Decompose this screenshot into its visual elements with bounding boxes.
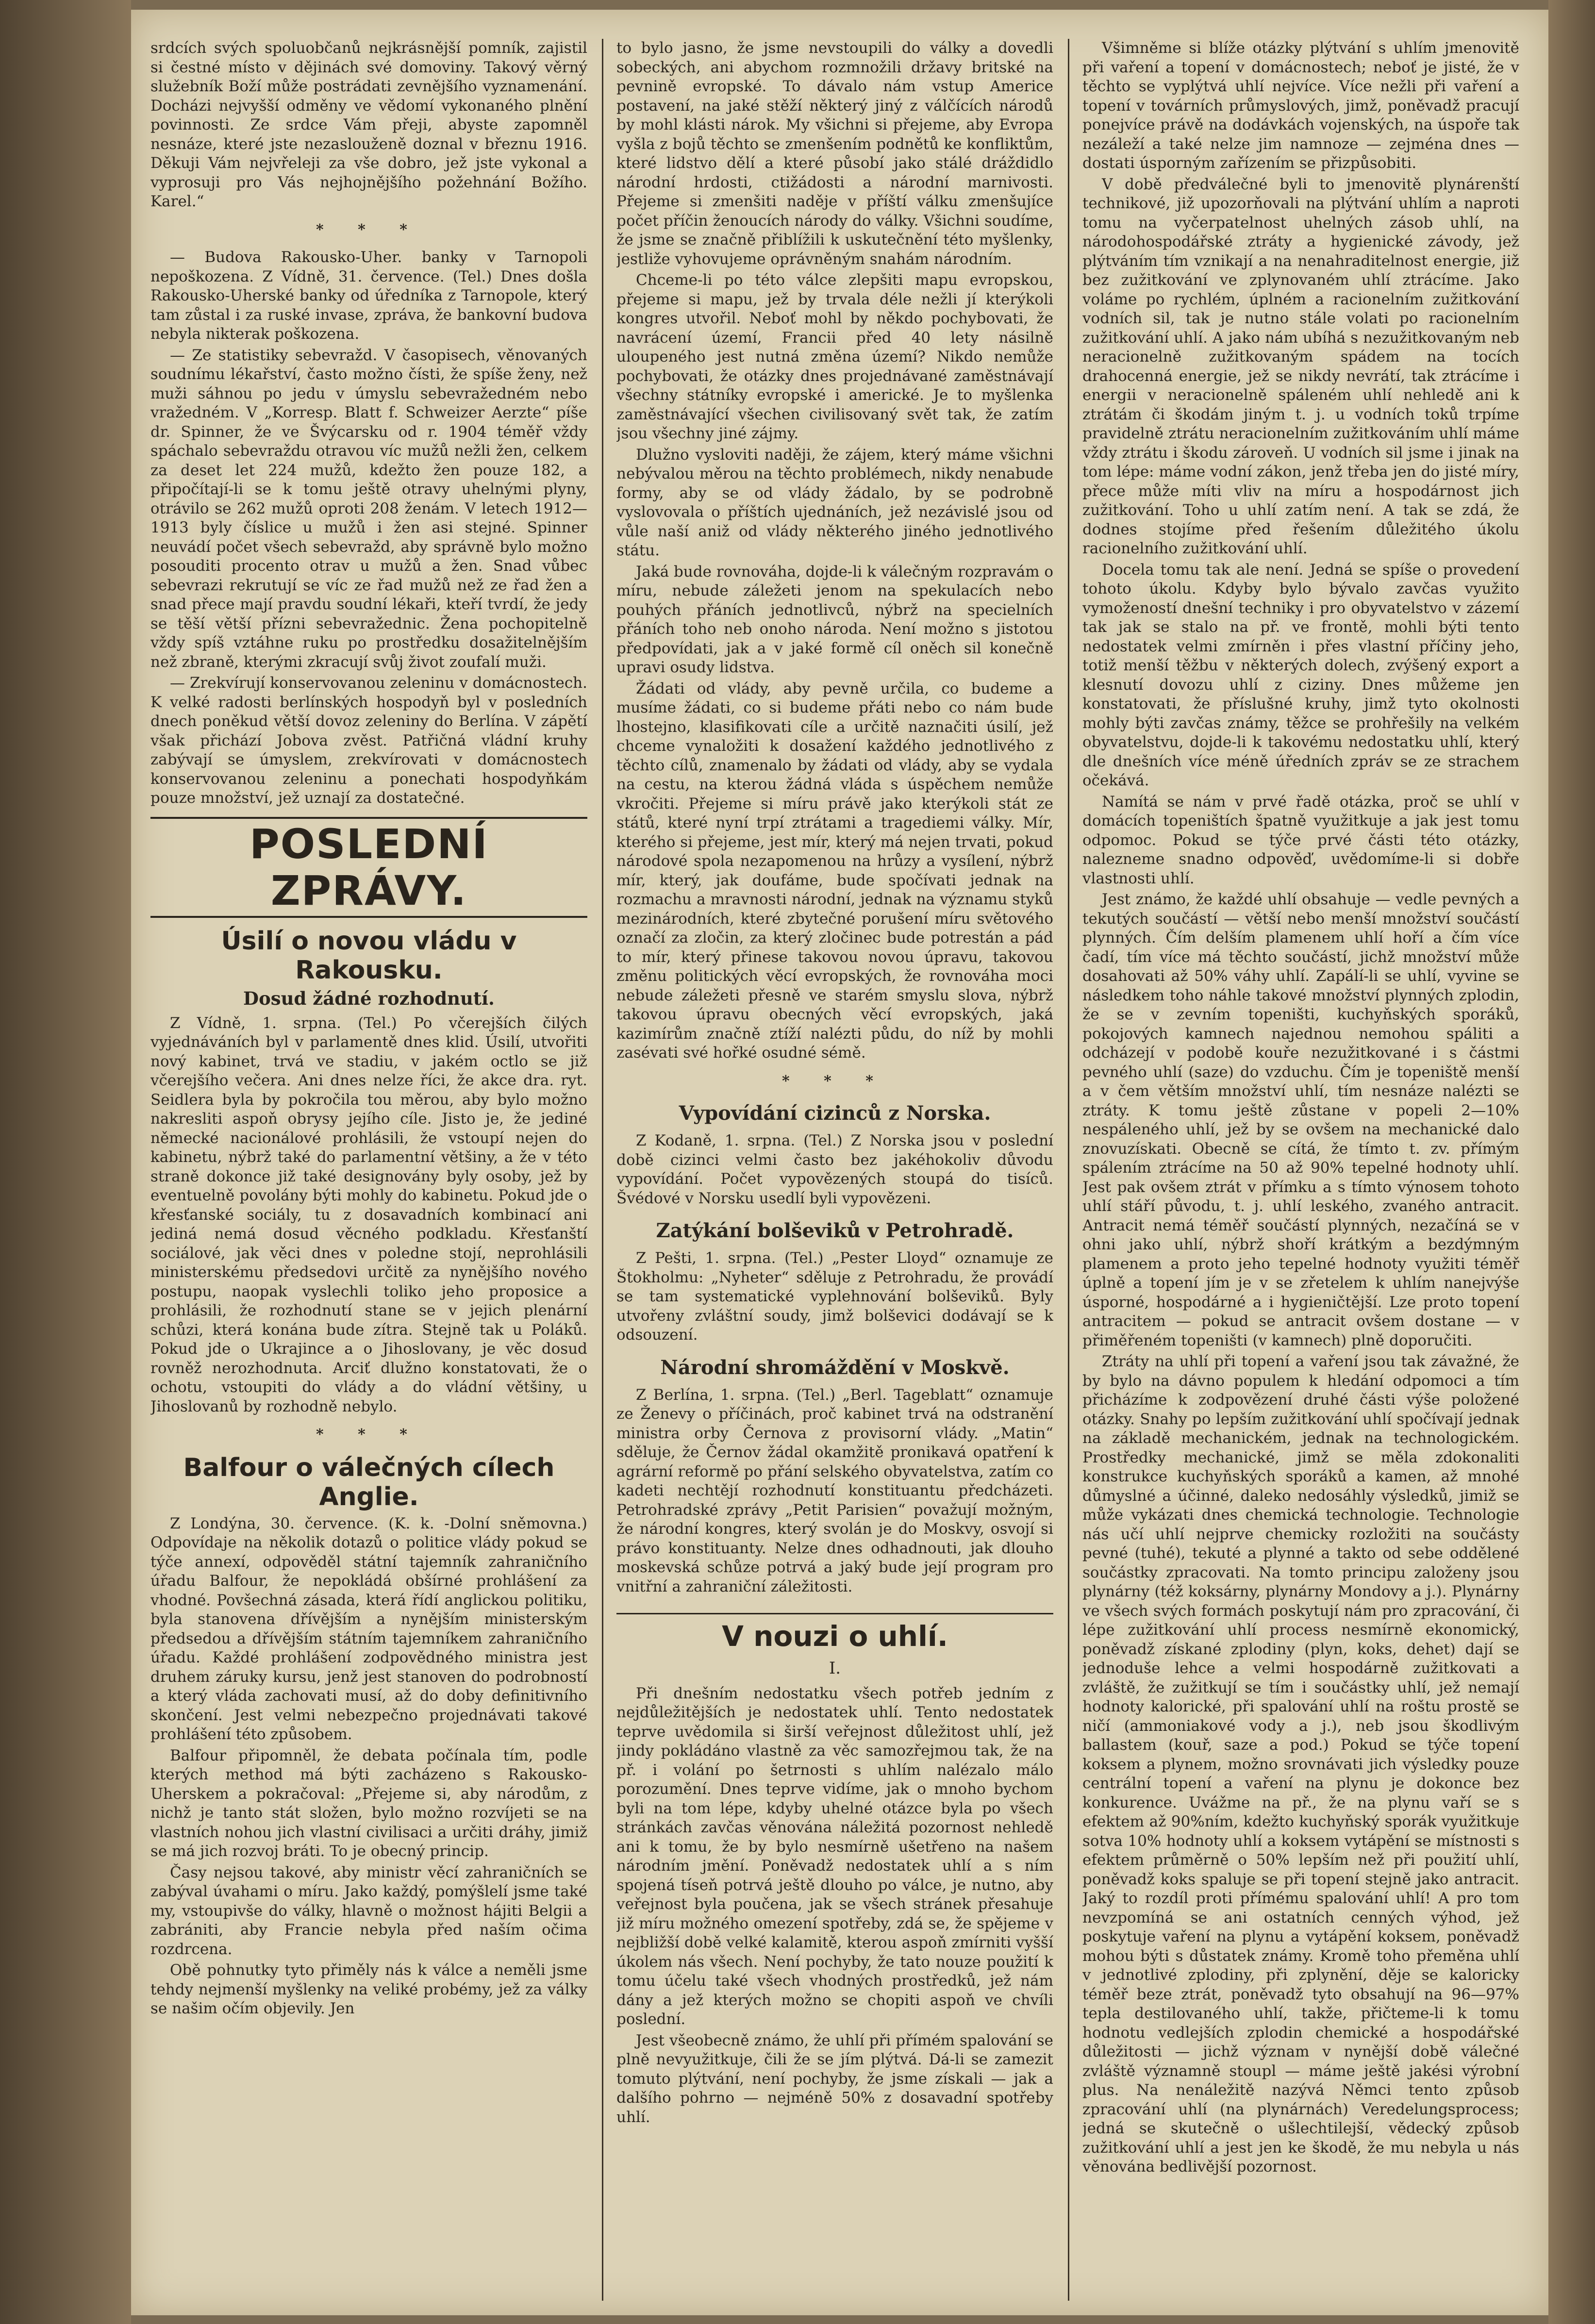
headline-balfour: Balfour o válečných cílech Anglie. bbox=[183, 1453, 555, 1511]
article-balfour-4: Obě pohnutky tyto přiměly nás k válce a neměli jsme tehdy nejmenší myšlenky na veliké probémy, jež za války se našim očím objevily. Jen bbox=[150, 1961, 587, 2017]
headline-petrograd: Zatýkání bolševiků v Petrohradě. bbox=[656, 1219, 1014, 1242]
newspaper-page bbox=[131, 10, 1548, 2315]
article-balfour-peace: Žádati od vlády, aby pevně určila, co budeme a musíme žádati, co si budeme přáti nebo co nám bude lhostejno, klasifikovati cíle a určitě naznačiti úsilí, jež chceme vynaložiti k dosažení každého jednotlivého z těchto cílů, znamenalo by žádati od vlády, aby se vydala na cestu, na kterou žádná vláda s úspěchem nemůže vkročiti. Přejeme si míru právě jako kterýkoli stát ze států, které nyní trpí ztrátami a tragediemi války. Mír, kterého si přejeme, jest mír, který má nejen trvati, pokud národové spola nezapomenou na hrůzy a vysílení, nýbrž mír, který, jak doufáme, bude spočívati jednak na rozmachu a mravnosti národní, jednak na významu styků mezinárodních, které zbytečné porušení míru světového označí za zločin, za který zločinec bude potrestán a pád to mír, který přinese takovou novou úpravu, takovou změnu politických věcí evropských, že rovnováha moci nebude záležeti přesně ve starém smyslu slova, nýbrž takovou úpravu obecných věcí evropských, jaká kazimírům značně ztíží nalézti půdu, do níž by mohli zasévati své hořké osudné sémě. bbox=[616, 680, 1053, 1062]
column-rule-1 bbox=[602, 39, 603, 2301]
article-coal-3: Všimněme si blíže otázky plýtvání s uhlím jmenovitě při vaření a topení v domácnostech; neboť je jisté, že v těchto se vyplýtvá uhlí nejvíce. Více nežli při vaření a topení v továrních průmyslových, jimž, poněvadž pracují ponejvíce právě na dodávkách vojenských, na úspoře tak nezáleží a také nelze jim namnoze — zejména dnes — dostati úsporným zařízením se přizpůsobiti. bbox=[1082, 39, 1519, 172]
news-item-vegetables: — Zrekvírují konservovanou zeleninu v domácnostech. K velké radosti berlínských hospodyň byl v posledních dnech poněkud větší dovoz zeleniny do Berlína. V zápětí však přichází Jobova zvěst. Patřičná vládní kruhy zabývají se úmyslem, zrekvírovati v domácnostech konservovanou zeleninu a ponechati hospodyňkám pouze množství, jež uznají za dostatečné. bbox=[150, 674, 587, 807]
article-balfour-map: Chceme-li po této válce zlepšiti mapu evropskou, přejeme si mapu, jež by trvala déle nežli jí kterýkoli kongres utvořil. Neboť mohl by někdo pochybovati, že navrácení území, Francii před 40 lety násilně uloupeného jest nutná změna území? Nikdo nemůže pochybovati, že otázky dnes projednávané zaměstnávají všechny státníky evropské i americké. Je to myšlenka zaměstnávající všechen civilisovaný svět tak, že zatím jsou všechny jiné zájmy. bbox=[616, 271, 1053, 442]
article-coal-6: Namítá se nám v prvé řadě otázka, proč se uhlí v domácích topeništích špatně využitkuje a jak jest tomu odpomoc. Pokud se týče prvé části této otázky, nalezneme snadno odpověď, uvědomíme-li si dobře vlastnosti uhlí. bbox=[1082, 793, 1519, 887]
article-balfour-3: Časy nejsou takové, aby ministr věcí zahraničních se zabýval úvahami o míru. Jako každý, pomýšlelí jsme také my, vstoupivše do války, hlavně o možnost hájiti Belgii a zabrániti, aby Francie nebyla před naším očima rozdrcena. bbox=[150, 1863, 587, 1958]
section-masthead: POSLEDNÍ ZPRÁVY. bbox=[150, 817, 587, 918]
article-austria-government: Z Vídně, 1. srpna. (Tel.) Po včerejších čilých vyjednáváních byl v parlamentě dnes klid. Úsilí, utvořiti nový kabinet, trvá ve stadiu, v jakém octlo se již včerejšího večera. Ani dnes nelze říci, že akce dra. ryt. Seidlera byla by pokročila tou měrou, aby bylo možno nakresliti aspoň obrysy jejího cíle. Jisto je, že jediné německé nacionálové prohlásili, že vstoupí nejen do kabinetu, nýbrž také do parlamentní většiny, a že v této straně dokonce již také designovány byly osoby, jež by eventuelně povolány býti mohly do kabinetu. Pokud jde o křesťanské sociály, tu z dosavadních kombinací ani jediná nemá dosud věcného podkladu. Křesťanští sociálové, jak věci dnes v poledne stojí, neprohlásili ministerskému předsedovi určitě za nynějšího nového postupu, naopak vyslechli toliko jeho proposice a prohlásili, že rozhodnutí stane se v jejich plenární schůzi, která konána bude zítra. Stejně tak u Poláků. Pokud jde o Ukrajince a o Jihoslovany, je věc dosud rovněž nerozhodnuta. Arciť dlužno konstatovati, že o ochotu, vstoupiti do vlády a do vládní většiny, u Jihoslovanů by rozhodně nebylo. bbox=[150, 1014, 587, 1415]
column-3 bbox=[1082, 39, 1519, 2301]
news-item-suicide-statistics: — Ze statistiky sebevražd. V časopisech, věnovaných soudnímu lékařství, často možno čísti, že spíše ženy, než muži sáhnou po jedu v úmyslu sebevražedném nebo vražedném. V „Korresp. Blatt f. Schweizer Aerzte“ píše dr. Spinner, že ve Švýcarsku od r. 1904 téměř vždy spáchalo sebevraždu otravou víc mužů nežli žen, celkem za deset let 224 mužů, kdežto žen pouze 182, a připočítají-li se k tomu ještě otravy uhelnými plyny, otrávilo se 262 mužů oproti 208 ženám. V letech 1912—1913 byly číslice u mužů i žen asi stejné. Spinner neuvádí počet všech sebevražd, aby správně bylo možno posouditi procento otrav u mužů a žen. Snad vůbec sebevrazi rekrutují se víc ze řad mužů než ze řad žen a snad přece mají pravdu soudní lékaři, kteří tvrdí, že jedy se těší větší přízni sebevražednic. Žena pochopitelně vždy spíš vztáhne ruku po prostředku dosažitelnějším než zbraně, kterými zkracují svůj život zoufalí muži. bbox=[150, 346, 587, 671]
article-coal-2: Jest všeobecně známo, že uhlí při přímém spalování se plně nevyužitkuje, čili že se jím plýtvá. Dá-li se zamezit tomuto plýtvání, není pochyby, že jsme získali — jak a dalšího pohrno — nejméně 50% z dosavadní spotřeby uhlí. bbox=[616, 2031, 1053, 2126]
article-balfour-1: Z Londýna, 30. července. (K. k. -Dolní sněmovna.) Odpovídaje na několik dotazů o politice vlády pokud se týče annexí, odpověděl státní tajemník zahraničního úřadu Balfour, že nepokládá obšírné prohlášení za vhodné. Povšechná zásada, která řídí anglickou politiku, byla stanovena dřívějším a nynějším ministerským předsedou a dřívějším státním tajemníkem zahraničního úřadu. Každé prohlášení zodpovědného ministra jest druhem záruky kursu, jenž jest stanoven do podrobností a který vláda zachovati musí, až do doby definitivního skončení. Jest velmi nebezpečno projednávati takové prohlášení této způsobem. bbox=[150, 1514, 587, 1743]
section-separator: * * * bbox=[316, 221, 422, 238]
article-balfour-2: Balfour připomněl, že debata počínala tím, podle kterých method má býti zacházeno s Rakousko-Uherskem a pokračoval: „Přejeme si, aby národům, z nichž je tanto stát složen, bylo možno rozvíjeti se na vlastních nohou jich vlastní civilisaci a určiti dráhy, jimiž se má jich rozvoj bráti. To je obecný princip. bbox=[150, 1746, 587, 1860]
feature-part-number: I. bbox=[829, 1659, 841, 1678]
article-balfour-hope: Dlužno vysloviti naději, že zájem, který máme všichni nebývalou měrou na těchto problémech, nikdy nenabude formy, aby se od vlády žádalo, by se podrobně vyslovovala o příštích ujednáních, jež nezávislé jsou od vůle naší aniž od vlády některého jiného jednotlivého státu. bbox=[616, 446, 1053, 559]
article-coal-5: Docela tomu tak ale není. Jedná se spíše o provedení tohoto úkolu. Kdyby bylo bývalo zavčas využito vymožeností dnešní techniky i pro obyvatelstvo v zázemí tak jak se stalo na př. ve frontě, mohli býti tento nedostatek velmi zmírněn i přes vlastní příčiny jeho, totiž menší těžbu v některých dolech, zvýšený export a klesnutí dovozu uhlí z ciziny. Dnes můžeme jen konstatovati, že příslušné kruhy, jimž tyto okolnosti mohly býti zavčas známy, těžce se prohřešily na velkém obyvatelstvu, dojde-li k takovému nedostatku uhlí, který dle dnešních více méně úředních zpráv se ze strachem očekává. bbox=[1082, 561, 1519, 789]
headline-coal-feature: V nouzi o uhlí. bbox=[616, 1613, 1053, 1652]
article-balfour-continuation: to bylo jasno, že jsme nevstoupili do války a dovedli sobeckých, ani abychom rozmnožili državy britské na pevnině evropské. To dávalo nám vstup Americe postavení, na jaké stěží některý jiný z válčících národů by mohl klásti nárok. My všichni si přejeme, aby Evropa vyšla z bojů těchto se zmenšením podnětů ke konfliktům, které lidstvo dělí a které působí jako stálé dráždidlo národní hrdosti, ctižádosti a národní marnivosti. Přejeme si zmenšiti naděje v příští válku zmenšujíce počet příčin ženoucích národy do války. Všichni soudíme, že jsme se značně přiblížili k uskutečnění této myšlenky, jestliže vyhovujeme oprávněným snahám národním. bbox=[616, 39, 1053, 268]
section-separator: * * * bbox=[782, 1072, 888, 1090]
article-coal-1: Při dnešním nedostatku všech potřeb jedním z nejdůležitějších je nedostatek uhlí. Tento nedostatek teprve uvědomila si širší veřejnost důležitost uhlí, jež jindy pokládáno vlastně za věc samozřejmou tak, že na př. i volání po šetrnosti s uhlím nalézalo málo porozumění. Dnes teprve vidíme, jak o mnoho bychom byli na tom lépe, kdyby uhelné otázce byla po všech stránkách zavčas věnována náležitá pozornost nehledě ani k tomu, že by bylo nesmírně ušetřeno na našem národním jmění. Poněvadž nedostatek uhlí a s ním spojená tíseň potrvá ještě dlouho po válce, je nutno, aby veřejnost byla poučena, jak se všech stránek přesahuje již míru možného omezení spotřeby, zdá se, že spějeme v nejbližší době velké kalamitě, kterou aspoň zmírniti vyšší úkolem nás všech. Není pochyby, že tato nouze použití k tomu účelu také všech vhodných prostředků, jež nám dány a jež kterých možno se chopiti aspoň ve chvíli poslední. bbox=[616, 1684, 1053, 2028]
column-rule-2 bbox=[1068, 39, 1069, 2301]
article-petrograd: Z Pešti, 1. srpna. (Tel.) „Pester Lloyd“ oznamuje ze Štokholmu: „Nyheter“ sděluje z Petrohradu, že provádí se tam systematické vyplehnování bolševiků. Byly utvořeny zvláštní soudy, jimž bolševici dodávají se k odsouzení. bbox=[616, 1249, 1053, 1344]
article-coal-4: V době předválečné byli to jmenovitě plynárenští technikové, již upozorňovali na plýtvání uhlím a naproti tomu na vyčerpatelnost uhelných zásob uhlí, na národohospodářské ztráty a hygienické závody, jež plýtváním tím vznikají a na nenahraditelnost energie, již bez zužitkování ve zplynovaném uhlí ztrácíme. Jako voláme po rychlém, úplném a racionelním zužitkování vodních sil, tak je nutno stále volati po racionelním zužitkování uhlí. A jako nám ubíhá s nezužitkovaným neb neracionelně zužitkovaným spádem na tocích drahocenná energie, jež se nikdy nevrátí, tak ztrácíme i energii v neracionelně spáleném uhlí nehledě ani k ztrátám či škodám jiným t. j. u vodních toků trpíme pravidelně ztrátu neracionelním zužitkováním uhlí máme vždy ztrátu i škodu zároveň. U vodních sil jsme i jinak na tom lépe: máme vodní zákon, jenž třeba jen do jisté míry, přece může míti vliv na míru a hospodárnost jich zužitkování. Toho u uhlí zatím není. A tak se zdá, že dodnes stojíme před řešením důležitého úkolu racionelního zužitkování uhlí. bbox=[1082, 175, 1519, 557]
article-norway: Z Kodaně, 1. srpna. (Tel.) Z Norska jsou v poslední době cizinci velmi často bez jakéhokoliv důvodu vypovídání. Počet vypovězených stoupá do tisíců. Švédové v Norsku usedlí byli vypovězeni. bbox=[616, 1132, 1053, 1207]
article-continuation: srdcích svých spoluobčanů nejkrásnější pomník, zajistil si čestné místo v dějinách své domoviny. Takový věrný služebník Boží může postrádati zevnějšího vyznamenání. Docházi nejvyšší odměny ve vědomí vykonaného plnění povinnosti. Ze srdce Vám přeji, abyste zapomněl nesnáze, které jste nezaslouženě doznal v březnu 1916. Děkuji Vám nejvřeleji za vše dobro, jež jste vykonal a vyprosuji pro Vás nejhojnějšího požehnání Božího. Karel.“ bbox=[150, 39, 587, 210]
column-2 bbox=[616, 39, 1053, 2301]
scan-right-background bbox=[1548, 0, 1595, 2324]
article-coal-7: Jest známo, že každé uhlí obsahuje — vedle pevných a tekutých součástí — větší nebo menší množství součástí plynných. Čím delším plamenem uhlí hoří a čím více čadí, tím více má těchto součástí, jichž množství může dosahovati až 50% váhy uhlí. Zapálí-li se uhlí, vyvine se následkem toho náhle takové množství plynných zplodin, že se v zevním topeništi, kuchyňských sporáků, pokojových kamnech najednou nemohou spáliti a odcházejí v podobě kouře nezužitkované i s částmi pevného uhlí (saze) do vzduchu. Čím je topeniště menší a v čem větším množství uhlí, tím nesnáze nalézti se ztráty. K tomu ještě zůstane v popeli 2—10% nespáleného uhlí, jež by se ovšem na mechanické dalo znovuzískati. Obecně se cítá, že tímto t. zv. přímým spálením ztrácíme na 50 až 90% tepelné hodnoty uhlí. Jest pak ovšem ztrát v přímku a s tímto výnosem tohoto uhlí stáří původu, t. j. uhlí leského, zvaného antracit. Antracit nemá téměř součástí plynných, nezačíná se v ohni jako uhlí, nýbrž shoří krátkým a bezdýmným plamenem a proto jeho tepelné hodnoty využiti téměř úplně a topení jím je v se zřetelem k uhlím nanejvýše úsporné, hospodárné a i hygieničtější. Lze proto topení antracitem — pokud se antracit ovšem dostane — v přiměřeném topeništi (v kamnech) plně doporučiti. bbox=[1082, 891, 1519, 1349]
scan-left-background bbox=[0, 0, 131, 2324]
column-1 bbox=[150, 39, 587, 2301]
news-item-bank: — Budova Rakousko-Uher. banky v Tarnopoli nepoškozena. Z Vídně, 31. července. (Tel.) Dnes došla Rakousko-Uherské banky od úředníka z Tarnopole, který tam zůstal i za ruské invase, zpráva, že bankovní budova nebyla nikterak poškozena. bbox=[150, 249, 587, 343]
headline-austria-government: Úsilí o novou vládu v Rakousku. bbox=[221, 926, 517, 985]
article-coal-8: Ztráty na uhlí při topení a vaření jsou tak závažné, že by bylo na dávno populem k hledání odpomoci a tím přicházíme k zodpovězení druhé části výše položené otázky. Snahy po lepším zužitkování uhlí spočívají jednak na základě mechanickém, jednak na technologickém. Prostředky mechanické, jimž se měla zdokonaliti konstrukce kuchyňských sporáků a kamen, až mnohé důmyslné a účinné, daleko nedosáhly výsledků, jimiž se může vykázati dnes chemická technologie. Technologie nás učí uhlí nejprve chemicky rozložiti na součásty pevné (tuhé), tekuté a plynné a takto od sebe oddělené součástky zpracovati. Na tomto principu založeny jsou plynárny (též koksárny, plynárny Mondovy a j.). Plynárny ve všech svých formách poskytují nám pro zpracování, či lépe zužitkování uhlí process nesmírně ekonomický, poněvadž získané zplodiny (plyn, koks, dehet) dají se jednoduše lehce a velmi hospodárně zužitkovati a zvláště, že zužitkují se tím i součástky uhlí, jež nemají hodnoty kalorické, při spalování uhlí na roštu prostě se ničí (ammoniakové vody a j.), neb jsou škodlivým ballastem (kouř, saze a pod.) Pokud se týče topení koksem a plynem, možno srovnávati jich výsledky pouze centrální topení a vaření na plynu je dokonce bez konkurence. Uvážme na př., že na plynu vaří se s efektem až 90%ním, kdežto kuchyňský sporák využitkuje sotva 10% hodnoty uhlí a koksem vytápění se místnosti s efektem průměrně o 50% lepším než při použití uhlí, poněvadž koks spaluje se při topení stejně jako antracit. Jaký to rozdíl proti přímému spalování uhlí! A pro tom nevzpomíná se ani ostatních cenných výhod, jež poskytuje vaření na plynu a vytápění koksem, poněvadž mohou býti s důstatek známy. Kromě toho přeměna uhlí v jednotlivé zplodiny, při zplynění, děje se kaloricky téměř beze ztrát, poněvadž tyto obsahují na 96—97% tepla destilovaného uhlí, takže, přičteme-li k tomu hodnotu vedlejších zplodin chemické a hospodářské důležitosti — jichž význam v nynější době válečné zvláště významně stoupl — máme ještě jakési výrobní plus. Na nenáležitě nazývá Němci tento způsob zpracování uhlí (na plynárnách) Veredelungsprocess; jedná se skutečně o ušlechtilejší, vědecký způsob zužitkování uhlí a jest jen ke škodě, že mu nebyla u nás věnována bedlivější pozornost. bbox=[1082, 1353, 1519, 2175]
article-balfour-balance: Jaká bude rovnováha, dojde-li k válečným rozpravám o míru, nebude záležeti jenom na spekulacích nebo pouhých přáních jednotlivců, nýbrž na specielních přáních toho neb onoho národa. Není možno s jistotou předpovídati, jak a v jaké formě cíl oněch sil konečně upravi osudy lidstva. bbox=[616, 563, 1053, 676]
article-moscow: Z Berlína, 1. srpna. (Tel.) „Berl. Tageblatt“ oznamuje ze Ženevy o příčinách, proč kabinet trvá na odstranění ministra orby Černova z provisorní vlády. „Matin“ sděluje, že Černov žádal okamžitě pronikavá opatření k agrární reformě po přání selského obyvatelstva, zatím co kadeti nechtějí rozhodnutí konstituantu předcházeti. Petrohradské zprávy „Petit Parisien“ považují možným, že národní kongres, který svolán je do Moskvy, osvojí si právo konstituanty. Nelze dnes odhadnouti, jak dlouho moskevská schůze potrvá a jaký bude její program pro vnitřní a zahraniční záležitosti. bbox=[616, 1386, 1053, 1595]
section-separator: * * * bbox=[316, 1426, 422, 1443]
subheadline-no-decision: Dosud žádné rozhodnutí. bbox=[243, 987, 495, 1009]
headline-moscow: Národní shromáždění v Moskvě. bbox=[660, 1356, 1010, 1379]
headline-norway: Vypovídání cizinců z Norska. bbox=[679, 1102, 991, 1125]
